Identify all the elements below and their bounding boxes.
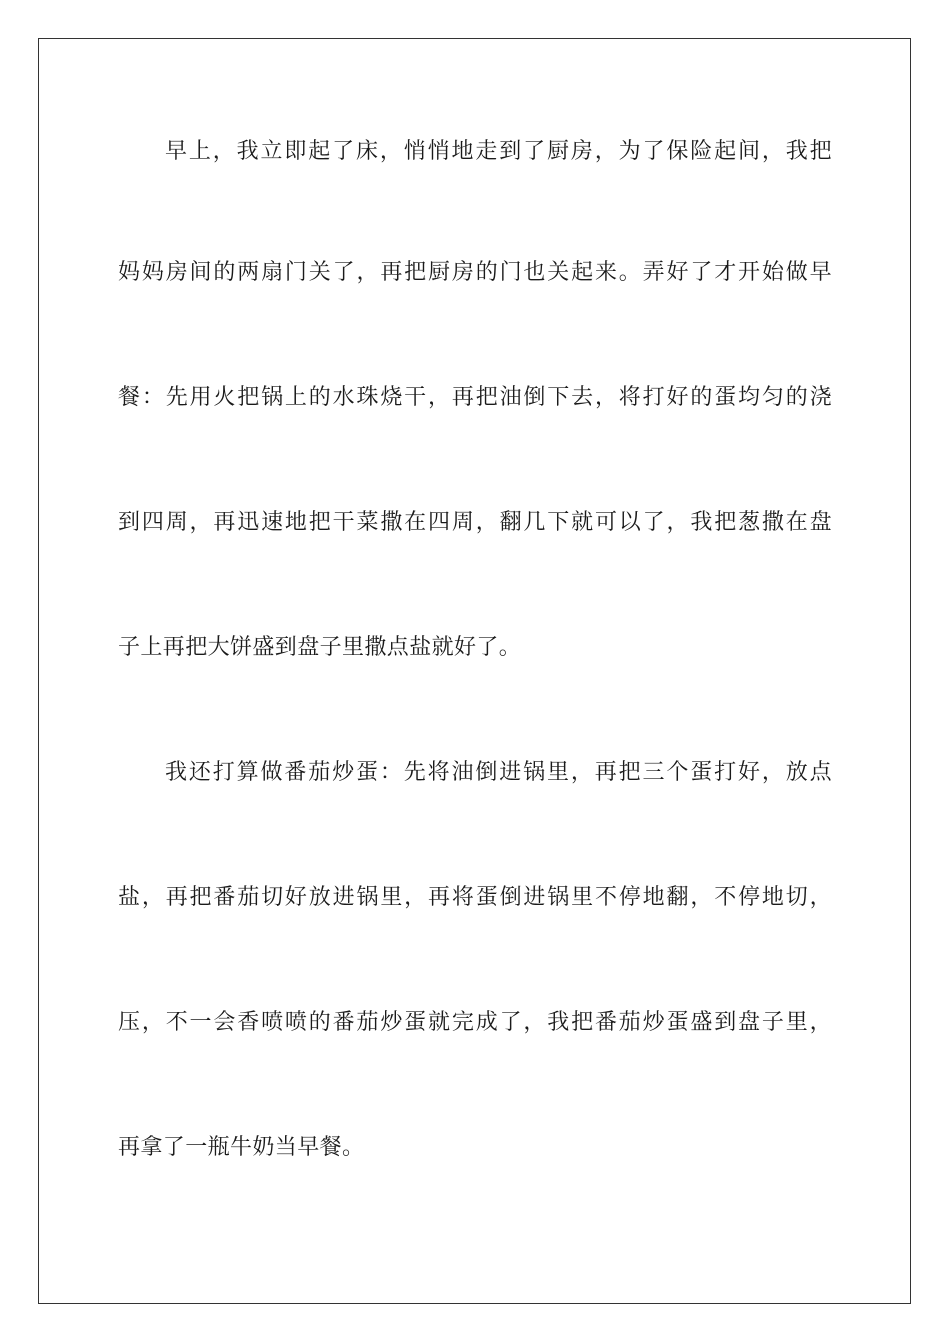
text-line: 我还打算做番茄炒蛋：先将油倒进锅里，再把三个蛋打好，放点 (165, 760, 832, 785)
text-line: 餐：先用火把锅上的水珠烧干，再把油倒下去，将打好的蛋均匀的浇 (118, 385, 832, 410)
text-line: 再拿了一瓶牛奶当早餐。 (118, 1135, 365, 1160)
text-line: 子上再把大饼盛到盘子里撒点盐就好了。 (118, 635, 522, 660)
text-line: 盐，再把番茄切好放进锅里，再将蛋倒进锅里不停地翻，不停地切， (118, 885, 832, 910)
text-line: 到四周，再迅速地把干菜撒在四周，翻几下就可以了，我把葱撒在盘 (118, 510, 832, 535)
text-line: 早上，我立即起了床，悄悄地走到了厨房，为了保险起间，我把 (165, 139, 832, 164)
page-border (38, 38, 911, 1304)
text-line: 妈妈房间的两扇门关了，再把厨房的门也关起来。弄好了才开始做早 (118, 260, 832, 285)
text-line: 压，不一会香喷喷的番茄炒蛋就完成了，我把番茄炒蛋盛到盘子里， (118, 1010, 832, 1035)
